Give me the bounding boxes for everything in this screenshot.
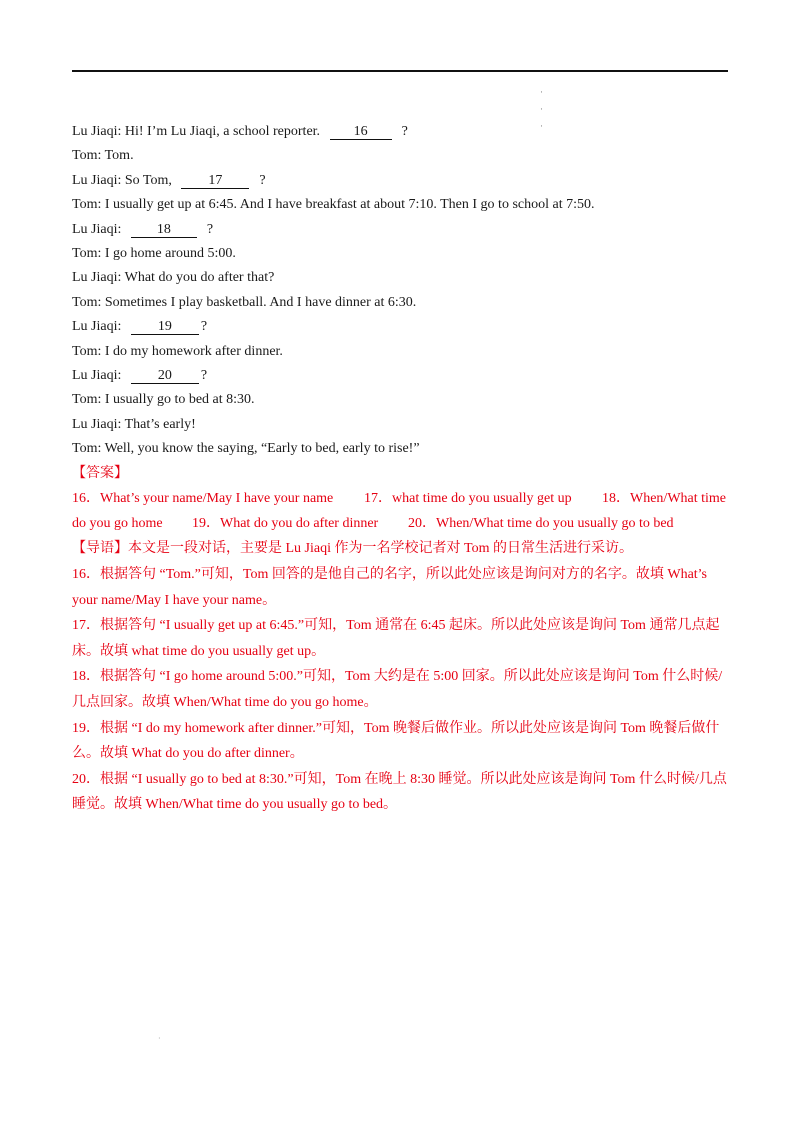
line-text: Tom: I usually go to bed at 8:30. [72,392,255,408]
document-body [72,120,732,818]
blank-17: 17 [181,174,249,189]
answer-20: 20．When/What time do you usually go to bed [408,516,674,532]
answer-row [72,511,732,536]
header-rule [72,70,728,72]
blank-18: 18 [131,223,197,238]
blank-16: 16 [330,125,392,140]
dialogue-line [72,413,732,437]
answer-block [72,486,732,536]
dialogue-line [72,266,732,290]
answer-17: 17．what time do you usually get up [364,491,572,507]
line-punct: ? [401,124,408,139]
margin-dots: · · · [540,87,543,131]
dialogue-line [72,315,732,339]
answer-16: 16．What’s your name/May I have your name [72,491,334,507]
line-text: Lu Jiaqi: [72,319,122,335]
dialogue-line [72,291,732,315]
answer-18-part1: 18．When/What time [602,491,727,507]
dialogue [72,120,732,461]
dialogue-line [72,120,732,144]
line-punct: ? [200,367,208,383]
dialogue-line [72,340,732,364]
line-text: Lu Jiaqi: Hi! I’m Lu Jiaqi, a school reporter. [72,124,321,139]
dialogue-line [72,218,732,242]
dialogue-line [72,388,732,412]
blank-20: 20 [131,369,199,384]
answer-row [72,486,732,511]
line-text: Tom: I usually get up at 6:45. And I have breakfast at about 7:10. Then I go to school at 7:50. [72,197,595,213]
explanation-block [72,536,732,818]
line-text: Tom: I do my homework after dinner. [72,343,283,359]
answer-heading: 【答案】 [72,466,128,482]
line-punct: ? [206,221,214,237]
line-text: Tom: Sometimes I play basketball. And I have dinner at 6:30. [72,294,417,310]
dialogue-line [72,144,732,168]
line-text: Lu Jiaqi: That’s early! [72,416,196,432]
line-text: Tom: Well, you know the saying, “Early to bed, early to rise!” [72,441,420,457]
line-text: Lu Jiaqi: [72,367,122,383]
dialogue-line [72,364,732,388]
explanation-16: 16．根据答句 “Tom.”可知，Tom 回答的是他自己的名字，所以此处应该是询问对方的名字。故填 What’s your name/May I have your name。 [72,567,708,608]
explanation-19: 19．根据 “I do my homework after dinner.”可知，Tom 晚餐后做作业。所以此处应该是询问 Tom 晚餐后做什么。故填 What do you do after dinner。 [72,720,720,762]
explanation-18: 18．根据答句 “I go home around 5:00.”可知，Tom 大约是在 5:00 回家。所以此处应该是询问 Tom 什么时候/几点回家。故填 When/What time do you go home。 [72,669,723,711]
line-text: Lu Jiaqi: So Tom, [72,172,172,188]
line-text: Tom: I go home around 5:00. [72,245,236,261]
line-punct: ? [259,172,266,188]
dialogue-line [72,193,732,217]
explanation-20: 20．根据 “I usually go to bed at 8:30.”可知，Tom 在晚上 8:30 睡觉。所以此处应该是询问 Tom 什么时候/几点睡觉。故填 When/What time do you usually go to bed。 [72,771,727,813]
answer-18-part2: do you go home [72,516,163,532]
dialogue-line [72,169,732,193]
explanation-17: 17．根据答句 “I usually get up at 6:45.”可知，Tom 通常在 6:45 起床。所以此处应该是询问 Tom 通常几点起床。故填 what time do you usually get up。 [72,618,720,659]
dialogue-line [72,437,732,461]
explanation-intro: 【导语】本文是一段对话，主要是 Lu Jiaqi 作为一名学校记者对 Tom 的日常生活进行采访。 [72,541,633,557]
dialogue-line [72,242,732,266]
blank-19: 19 [131,320,199,335]
line-text: Lu Jiaqi: [72,221,122,237]
line-punct: ? [200,319,208,335]
line-text: Tom: Tom. [72,148,134,164]
line-text: Lu Jiaqi: What do you do after that? [72,270,275,286]
footer-dot: · [158,1034,161,1043]
answer-19: 19．What do you do after dinner [192,516,379,532]
